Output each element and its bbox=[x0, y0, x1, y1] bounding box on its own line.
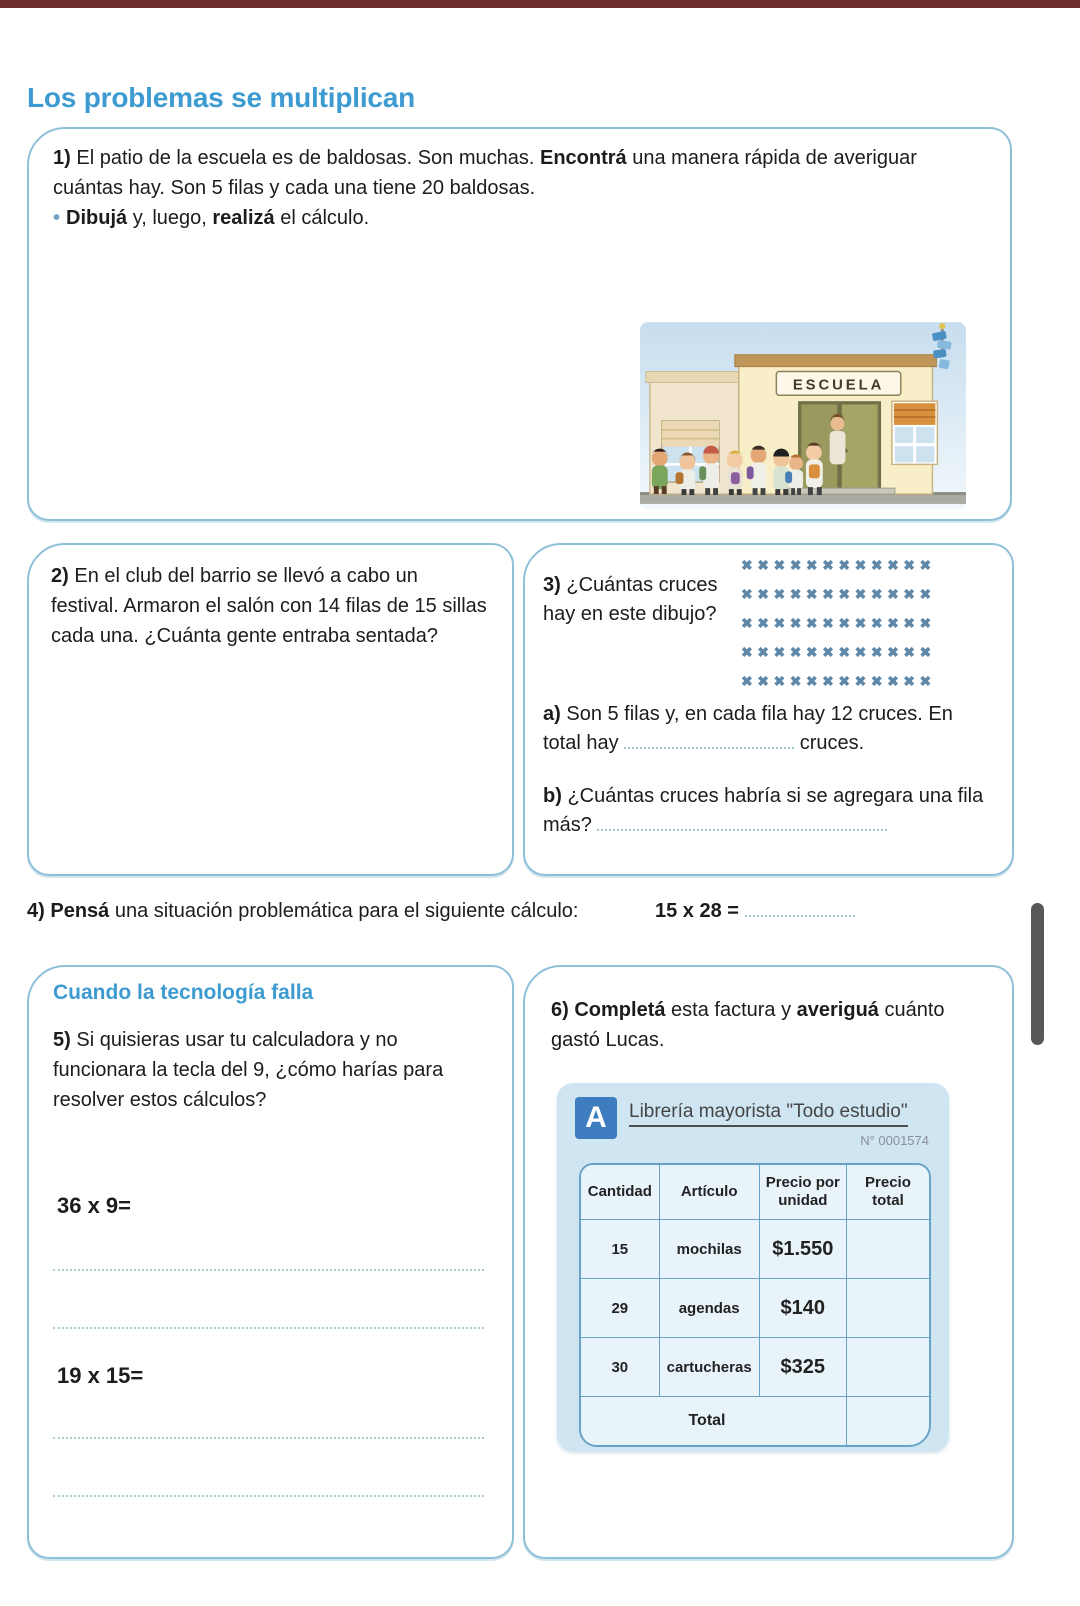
answer-line bbox=[53, 1327, 484, 1329]
empty-total-cell bbox=[846, 1220, 929, 1279]
invoice-table bbox=[579, 1163, 931, 1447]
page-title: Los problemas se multiplican bbox=[27, 82, 416, 113]
problem6-number: 6) bbox=[551, 999, 569, 1021]
problem6-text: 6) Completá esta factura y averiguá cuánto gastó Lucas. bbox=[551, 999, 945, 1051]
problem5-number: 5) bbox=[53, 1029, 71, 1051]
answer-line bbox=[53, 1437, 484, 1439]
problem6-box bbox=[523, 965, 1014, 1559]
header-precio-total: Precio total bbox=[846, 1165, 929, 1220]
invoice-number: N° 0001574 bbox=[860, 1133, 929, 1148]
problem1-text: 1) El patio de la escuela es de baldosas. Son muchas. Encontrá una manera rápida de averiguar cuántas hay. Son 5 filas y cada una tiene 20 baldosas. • Dibujá y, luego, realizá el cálculo. bbox=[53, 147, 917, 229]
header-articulo: Artículo bbox=[659, 1165, 759, 1220]
table-row: 15 mochilas $1.550 bbox=[581, 1220, 929, 1279]
invoice-type-badge: A bbox=[575, 1097, 617, 1139]
answer-line bbox=[597, 815, 887, 831]
problem1-number: 1) bbox=[53, 147, 71, 169]
bullet-icon: • bbox=[53, 207, 61, 229]
total-label: Total bbox=[581, 1397, 846, 1446]
crosses-grid bbox=[741, 551, 961, 696]
empty-total-cell bbox=[846, 1279, 929, 1338]
problem3-part-b: b) ¿Cuántas cruces habría si se agregara una fila más? bbox=[543, 785, 984, 836]
cross-row: ✖✖✖✖✖✖✖✖✖✖✖✖ bbox=[741, 644, 936, 660]
cross-row: ✖✖✖✖✖✖✖✖✖✖✖✖ bbox=[741, 673, 936, 689]
table-row: 29 agendas $140 bbox=[581, 1279, 929, 1338]
calculation-19x15: 19 x 15= bbox=[57, 1363, 144, 1388]
problem4-number: 4) bbox=[27, 900, 45, 922]
table-row: 30 cartucheras $325 bbox=[581, 1338, 929, 1397]
calculation-36x9: 36 x 9= bbox=[57, 1193, 132, 1218]
empty-grand-total-cell bbox=[846, 1397, 929, 1446]
technology-box-heading: Cuando la tecnología falla bbox=[53, 981, 314, 1004]
cross-row: ✖✖✖✖✖✖✖✖✖✖✖✖ bbox=[741, 615, 936, 631]
problem1-box bbox=[27, 127, 1012, 521]
problem2-text: 2) En el club del barrio se llevó a cabo un festival. Armaron el salón con 14 filas de 15 sillas cada una. ¿Cuánta gente entraba sentada? bbox=[51, 565, 487, 647]
cross-row: ✖✖✖✖✖✖✖✖✖✖✖✖ bbox=[741, 557, 936, 573]
header-cantidad: Cantidad bbox=[581, 1165, 659, 1220]
problem3-number: 3) bbox=[543, 574, 561, 596]
school-sign-text: ESCUELA bbox=[792, 377, 885, 394]
answer-line bbox=[624, 733, 794, 749]
empty-total-cell bbox=[846, 1338, 929, 1397]
invoice-card bbox=[557, 1083, 949, 1451]
page-scroll-tab[interactable] bbox=[1031, 903, 1044, 1045]
table-header-row bbox=[581, 1165, 929, 1220]
problem3-box bbox=[523, 543, 1014, 876]
table-total-row bbox=[581, 1397, 929, 1446]
problem2-box bbox=[27, 543, 514, 876]
problem4-row: 4) Pensá una situación problemática para el siguiente cálculo: 15 x 28 = bbox=[27, 900, 1022, 932]
answer-line bbox=[745, 901, 855, 917]
answer-line bbox=[53, 1495, 484, 1497]
invoice-shop-name: Librería mayorista "Todo estudio" bbox=[629, 1101, 908, 1127]
problem4-calculation: 15 x 28 = bbox=[655, 900, 855, 923]
school-illustration bbox=[640, 321, 966, 511]
problem3-part-a: a) Son 5 filas y, en cada fila hay 12 cruces. En total hay cruces. bbox=[543, 703, 953, 754]
problem2-number: 2) bbox=[51, 565, 69, 587]
cross-row: ✖✖✖✖✖✖✖✖✖✖✖✖ bbox=[741, 586, 936, 602]
header-precio-unidad: Precio por unidad bbox=[759, 1165, 846, 1220]
answer-line bbox=[53, 1269, 484, 1271]
problem5-text: 5) Si quisieras usar tu calculadora y no funcionara la tecla del 9, ¿cómo harías para resolver estos cálculos? bbox=[53, 1029, 444, 1111]
problem3-question: 3) ¿Cuántas cruces hay en este dibujo? bbox=[543, 574, 718, 625]
page-top-edge bbox=[0, 0, 1080, 8]
technology-box bbox=[27, 965, 514, 1559]
